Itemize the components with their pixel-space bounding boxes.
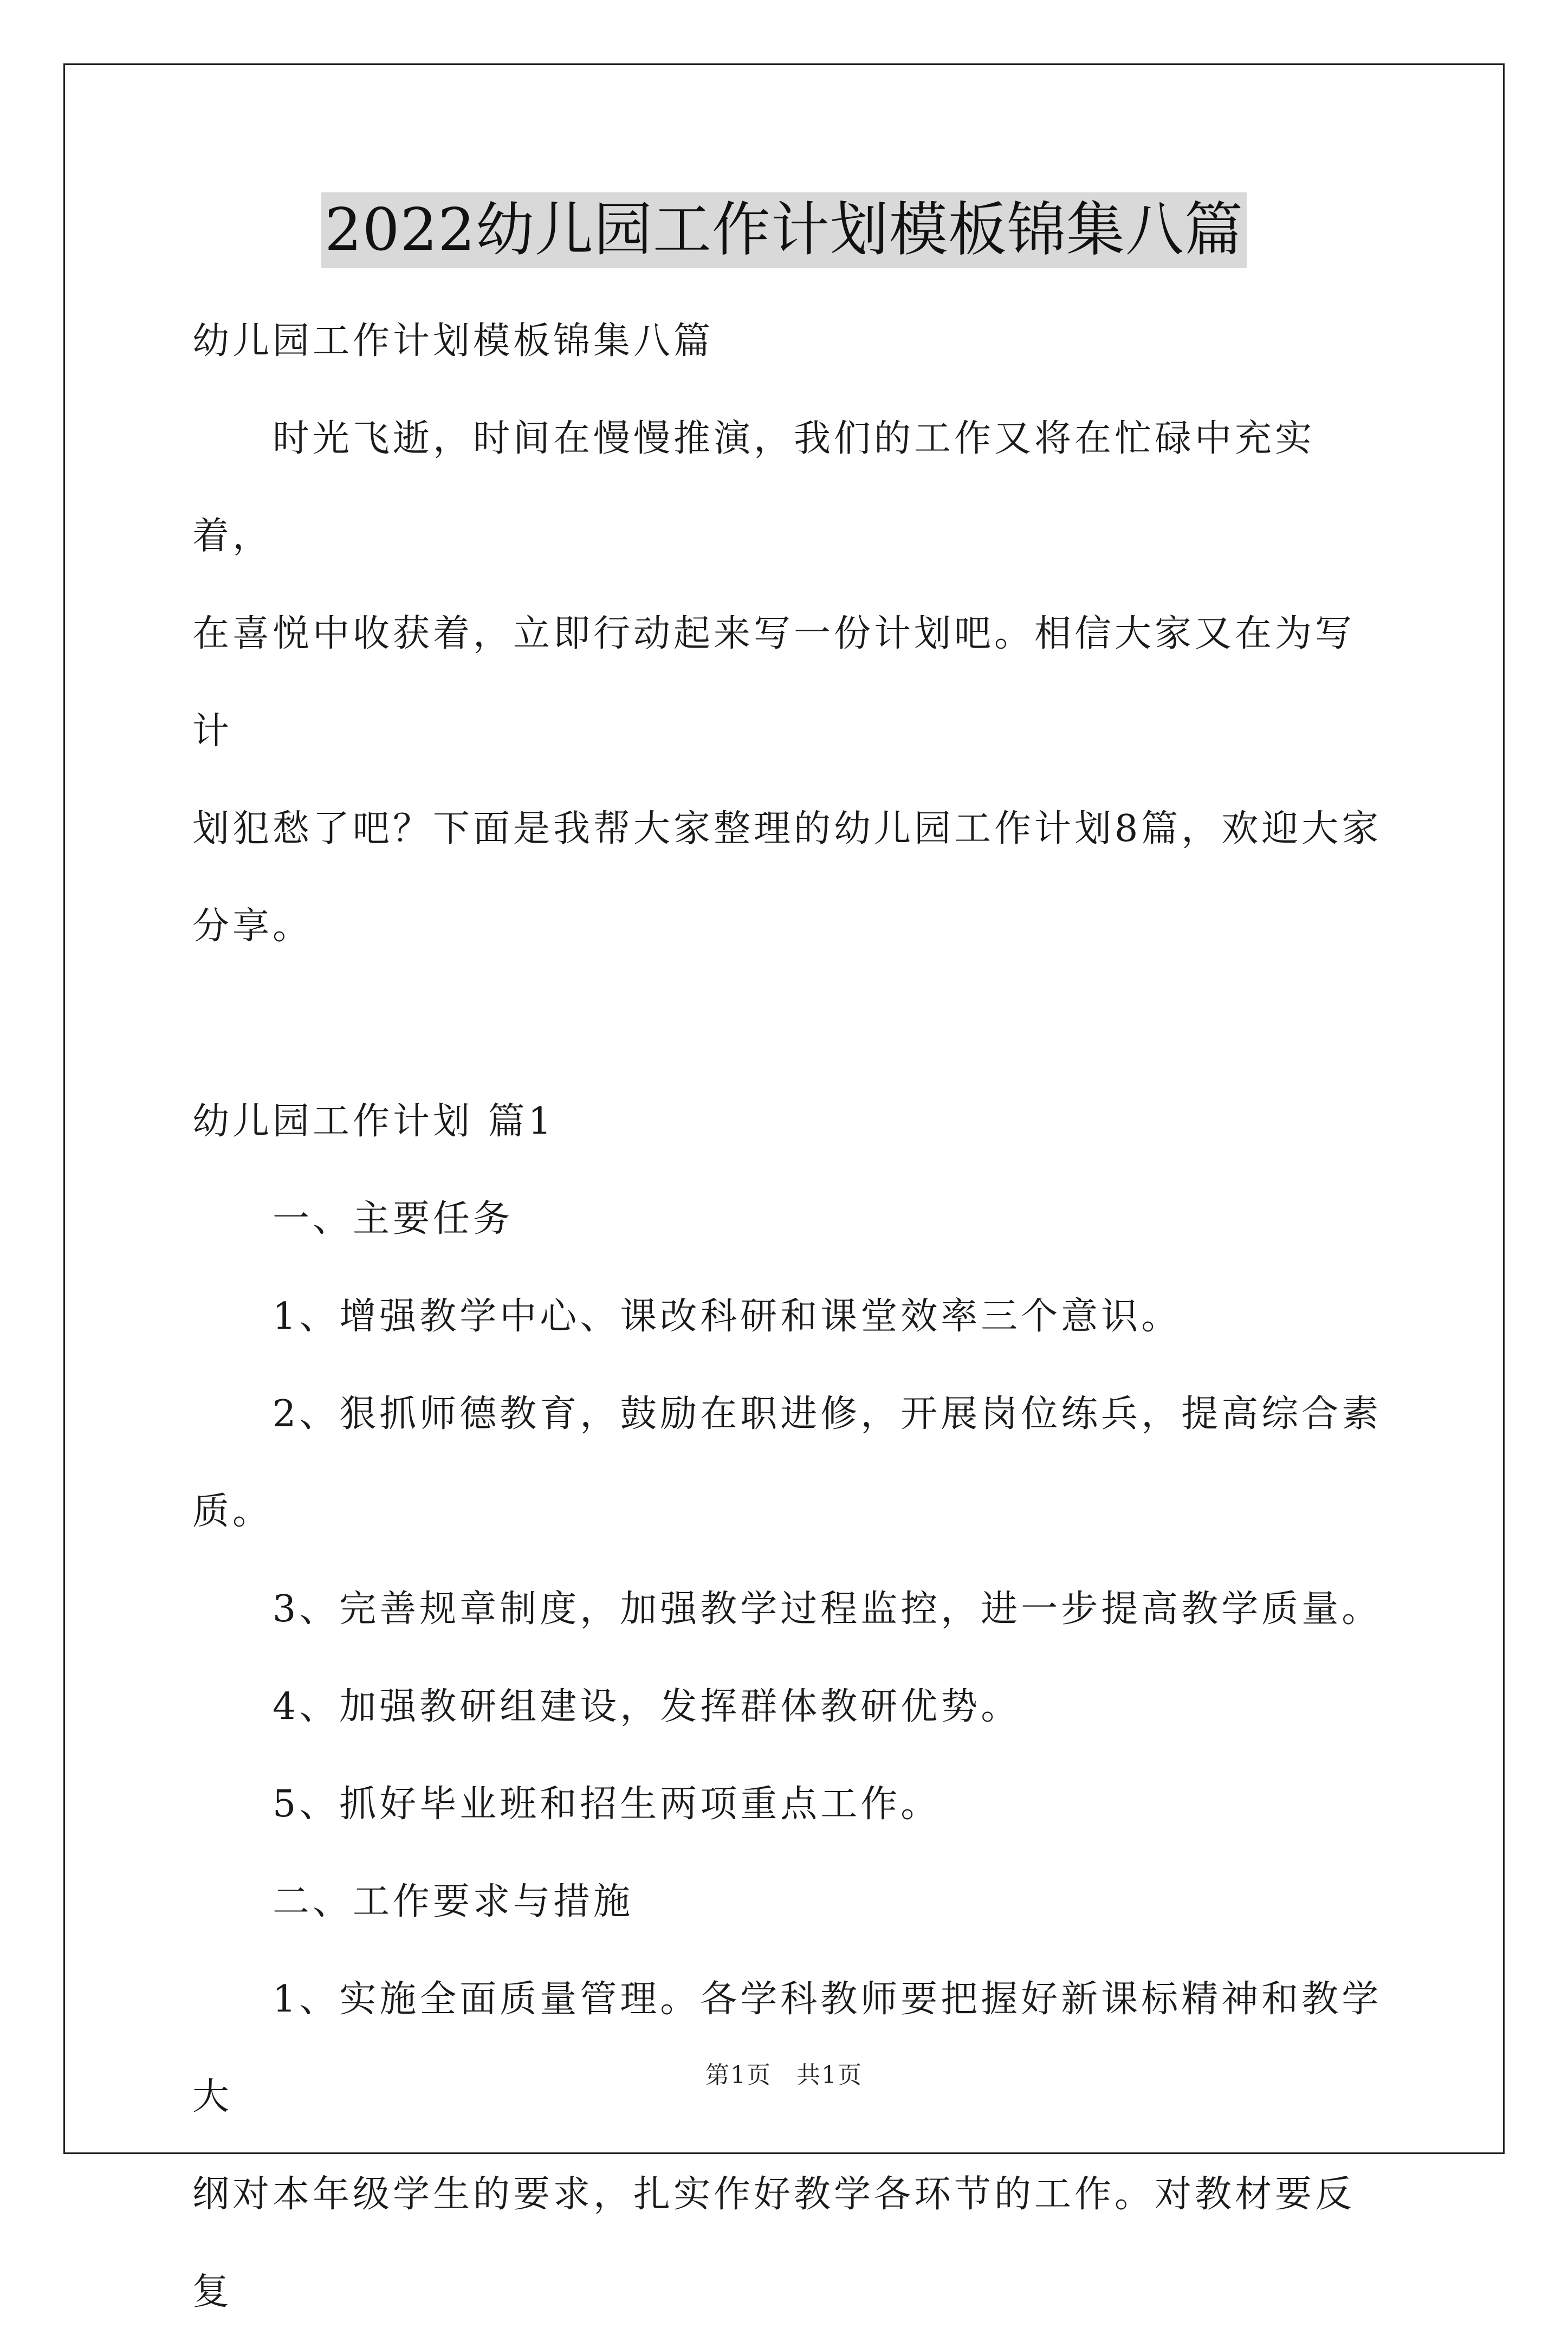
task-item: 1、增强教学中心、课改科研和课堂效率三个意识。 (273, 1295, 1182, 1338)
intro-line: 划犯愁了吧？下面是我帮大家整理的幼儿园工作计划8篇，欢迎大家 (192, 807, 1382, 850)
task-item: 4、加强教研组建设，发挥群体教研优势。 (273, 1685, 1021, 1728)
section-gap (192, 975, 1384, 1073)
intro-line: 分享。 (192, 905, 313, 948)
measure-line: 1、实施全面质量管理。各学科教师要把握好新课标精神和教学大 (192, 1978, 1382, 2118)
task-item: 5、抓好毕业班和招生两项重点工作。 (273, 1783, 941, 1826)
document-title: 2022幼儿园工作计划模板锦集八篇 (321, 192, 1247, 268)
task-item: 3、完善规章制度，加强教学过程监控，进一步提高教学质量。 (273, 1588, 1382, 1631)
measure-line: 纲对本年级学生的要求，扎实作好教学各环节的工作。对教材要反复 (192, 2173, 1356, 2313)
section-heading: 幼儿园工作计划 篇1 (192, 1100, 555, 1143)
page-footer: 第1页 共1页 (705, 2061, 863, 2089)
intro-line: 在喜悦中收获着，立即行动起来写一份计划吧。相信大家又在为写计 (192, 612, 1356, 753)
part-heading: 一、主要任务 (273, 1198, 514, 1240)
document-body (192, 293, 1384, 2341)
document-subtitle: 幼儿园工作计划模板锦集八篇 (192, 320, 714, 363)
intro-line: 时光飞逝，时间在慢慢推演，我们的工作又将在忙碌中充实着， (192, 417, 1316, 558)
task-item: 2、狠抓师德教育，鼓励在职进修，开展岗位练兵，提高综合素质。 (192, 1393, 1382, 1533)
part-heading: 二、工作要求与措施 (273, 1880, 634, 1923)
title-container (0, 192, 1568, 268)
